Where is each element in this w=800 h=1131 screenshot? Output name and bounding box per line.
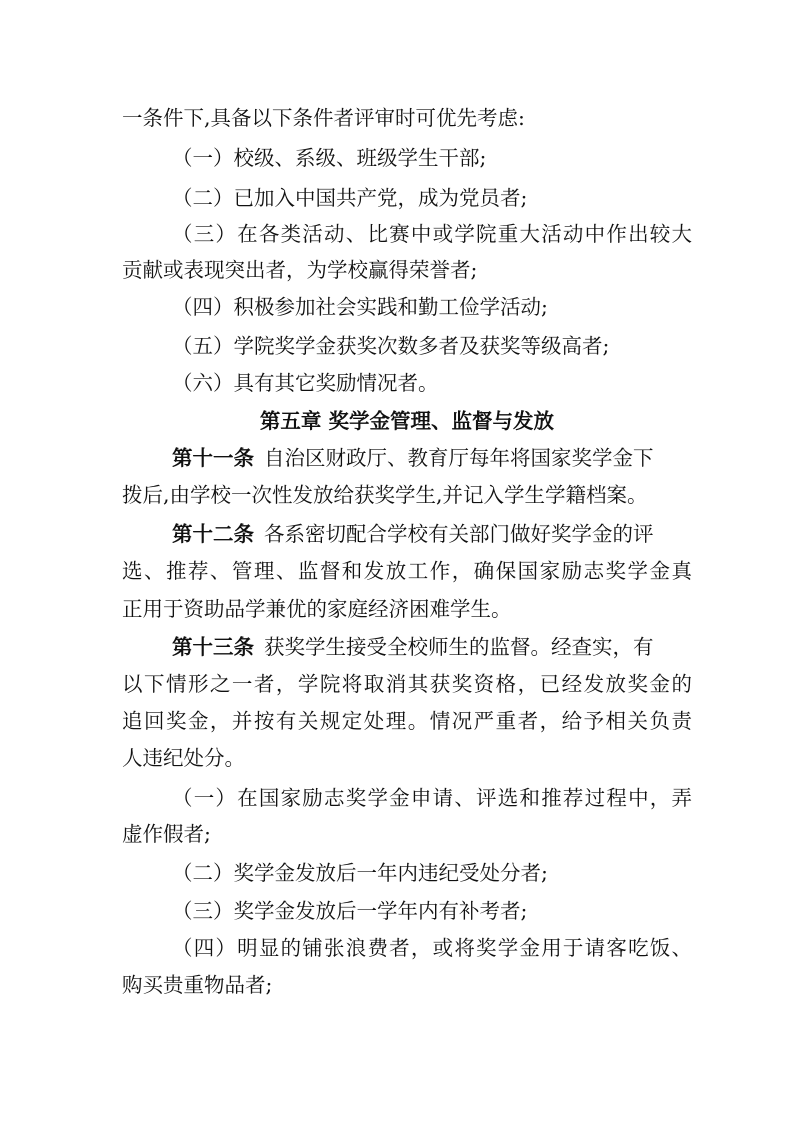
- priority-item-3-cont: 贡献或表现突出者，为学校赢得荣誉者;: [122, 258, 478, 282]
- article-13-line-2: 以下情形之一者，学院将取消其获奖资格，已经发放奖金的: [122, 672, 692, 696]
- article-12-line-1: [172, 519, 692, 549]
- article-12-line-3: 正用于资助品学兼优的家庭经济困难学生。: [122, 597, 512, 621]
- article-13-line-3: 追回奖金，并按有关规定处理。情况严重者，给予相关负责: [122, 709, 692, 733]
- article-12-text-1: 各系密切配合学校有关部门做好奖学金的评: [264, 522, 654, 546]
- article-11-line-2: 拨后,由学校一次性发放给获奖学生,并记入学生学籍档案。: [122, 483, 648, 507]
- article-11-text-1: 自治区财政厅、教育厅每年将国家奖学金下: [264, 446, 654, 470]
- article-13-text-1: 获奖学生接受全校师生的监督。经查实，有: [264, 635, 654, 659]
- priority-item-5: （五）学院奖学金获奖次数多者及获奖等级高者;: [172, 334, 610, 358]
- violation-item-2: （二）奖学金发放后一年内违纪受处分者;: [172, 861, 548, 885]
- priority-item-1: （一）校级、系级、班级学生干部;: [172, 146, 487, 170]
- violation-item-3: （三）奖学金发放后一学年内有补考者;: [172, 899, 528, 923]
- priority-item-6: （六）具有其它奖励情况者。: [172, 371, 439, 395]
- priority-item-3: （三）在各类活动、比赛中或学院重大活动中作出较大: [172, 222, 692, 246]
- article-11-label: 第十一条: [172, 446, 254, 470]
- article-13-line-1: [172, 632, 692, 662]
- article-12-label: 第十二条: [172, 522, 254, 546]
- article-12-line-2: 选、推荐、管理、监督和发放工作，确保国家励志奖学金真: [122, 559, 692, 583]
- violation-item-4: （四）明显的铺张浪费者，或将奖学金用于请客吃饭、: [172, 936, 692, 960]
- article-13-label: 第十三条: [172, 635, 254, 659]
- violation-item-1: （一）在国家励志奖学金申请、评选和推荐过程中，弄: [172, 786, 692, 810]
- chapter-title: 第五章 奖学金管理、监督与发放: [259, 409, 555, 433]
- priority-item-4: （四）积极参加社会实践和勤工俭学活动;: [172, 295, 548, 319]
- article-11-line-1: [172, 443, 692, 473]
- intro-line: 一条件下,具备以下条件者评审时可优先考虑:: [122, 106, 525, 130]
- violation-item-1-cont: 虚作假者;: [122, 822, 211, 846]
- priority-item-2: （二）已加入中国共产党，成为党员者;: [172, 186, 528, 210]
- violation-item-4-cont: 购买贵重物品者;: [122, 973, 273, 997]
- article-13-line-4: 人违纪处分。: [122, 746, 245, 770]
